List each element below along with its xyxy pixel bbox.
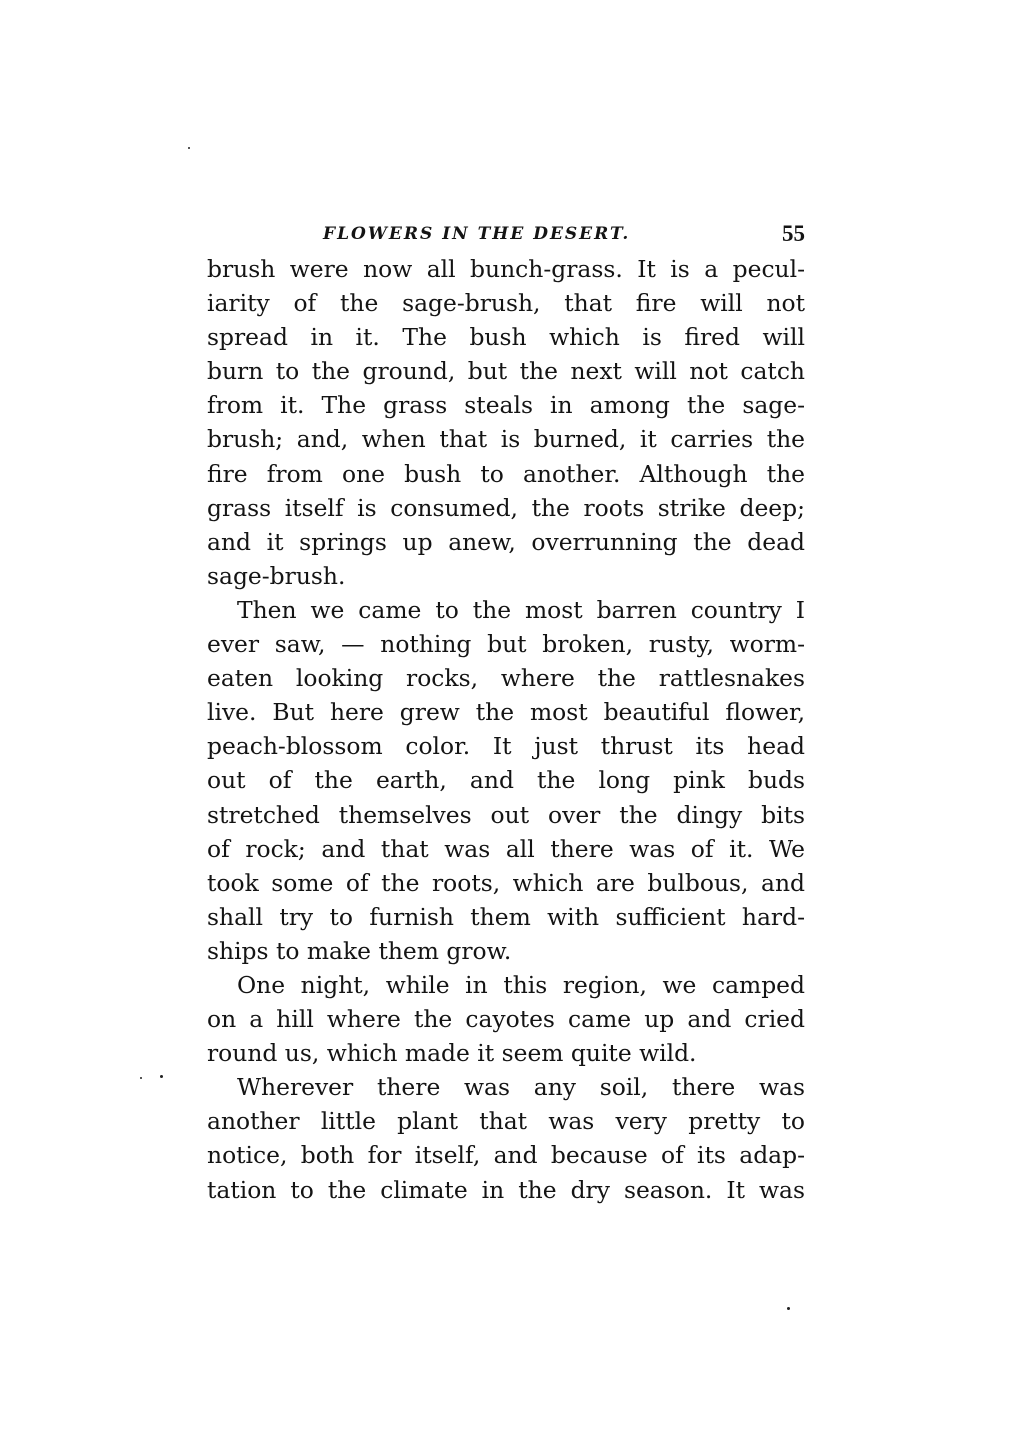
running-title: FLOWERS IN THE DESERT. <box>323 224 631 244</box>
paragraph <box>207 968 805 1070</box>
scan-speck <box>160 1075 163 1078</box>
text-line: ever saw, — nothing but broken, rusty, worm- <box>207 630 805 659</box>
text-line: on a hill where the cayotes came up and cried <box>207 1005 805 1034</box>
text-line: of rock; and that was all there was of it. We <box>207 834 805 863</box>
text-line: live. But here grew the most beautiful flower, <box>207 698 805 727</box>
text-line: tation to the climate in the dry season. It was <box>207 1175 805 1204</box>
scan-speck <box>787 1307 790 1310</box>
text-line: another little plant that was very pretty to <box>207 1107 805 1136</box>
text-line: eaten looking rocks, where the rattlesnakes <box>207 664 805 693</box>
text-line: Then we came to the most barren country I <box>237 595 805 624</box>
scan-speck <box>140 1077 142 1079</box>
text-line: spread in it. The bush which is fired will <box>207 323 805 352</box>
text-line: round us, which made it seem quite wild. <box>207 1039 697 1068</box>
text-line: fire from one bush to another. Although the <box>207 459 805 488</box>
paragraph <box>207 593 805 968</box>
text-line: from it. The grass steals in among the sage- <box>207 391 805 420</box>
text-line: out of the earth, and the long pink buds <box>207 766 805 795</box>
text-line: and it springs up anew, overrunning the dead <box>207 527 805 556</box>
text-line: peach-blossom color. It just thrust its head <box>207 732 805 761</box>
body-text <box>207 252 805 1207</box>
text-line: shall try to furnish them with sufficient hard- <box>207 902 805 931</box>
paragraph <box>207 1070 805 1206</box>
text-line: ships to make them grow. <box>207 936 512 965</box>
text-line: grass itself is consumed, the roots strike deep; <box>207 493 805 522</box>
text-line: One night, while in this region, we camped <box>237 970 805 999</box>
running-head <box>207 218 805 250</box>
text-line: iarity of the sage-brush, that fire will not <box>207 289 805 318</box>
text-line: notice, both for itself, and because of its adap- <box>207 1141 805 1170</box>
scan-speck <box>188 147 190 149</box>
page-number: 55 <box>782 221 805 246</box>
text-line: brush were now all bunch-grass. It is a pecul- <box>207 255 805 283</box>
text-line: stretched themselves out over the dingy bits <box>207 800 805 829</box>
text-line: brush; and, when that is burned, it carries the <box>207 425 805 454</box>
text-line: sage-brush. <box>207 561 346 590</box>
text-line: took some of the roots, which are bulbous, and <box>207 868 805 897</box>
paragraph <box>207 252 805 593</box>
text-line: Wherever there was any soil, there was <box>237 1073 805 1102</box>
text-line: burn to the ground, but the next will not catch <box>207 357 805 386</box>
